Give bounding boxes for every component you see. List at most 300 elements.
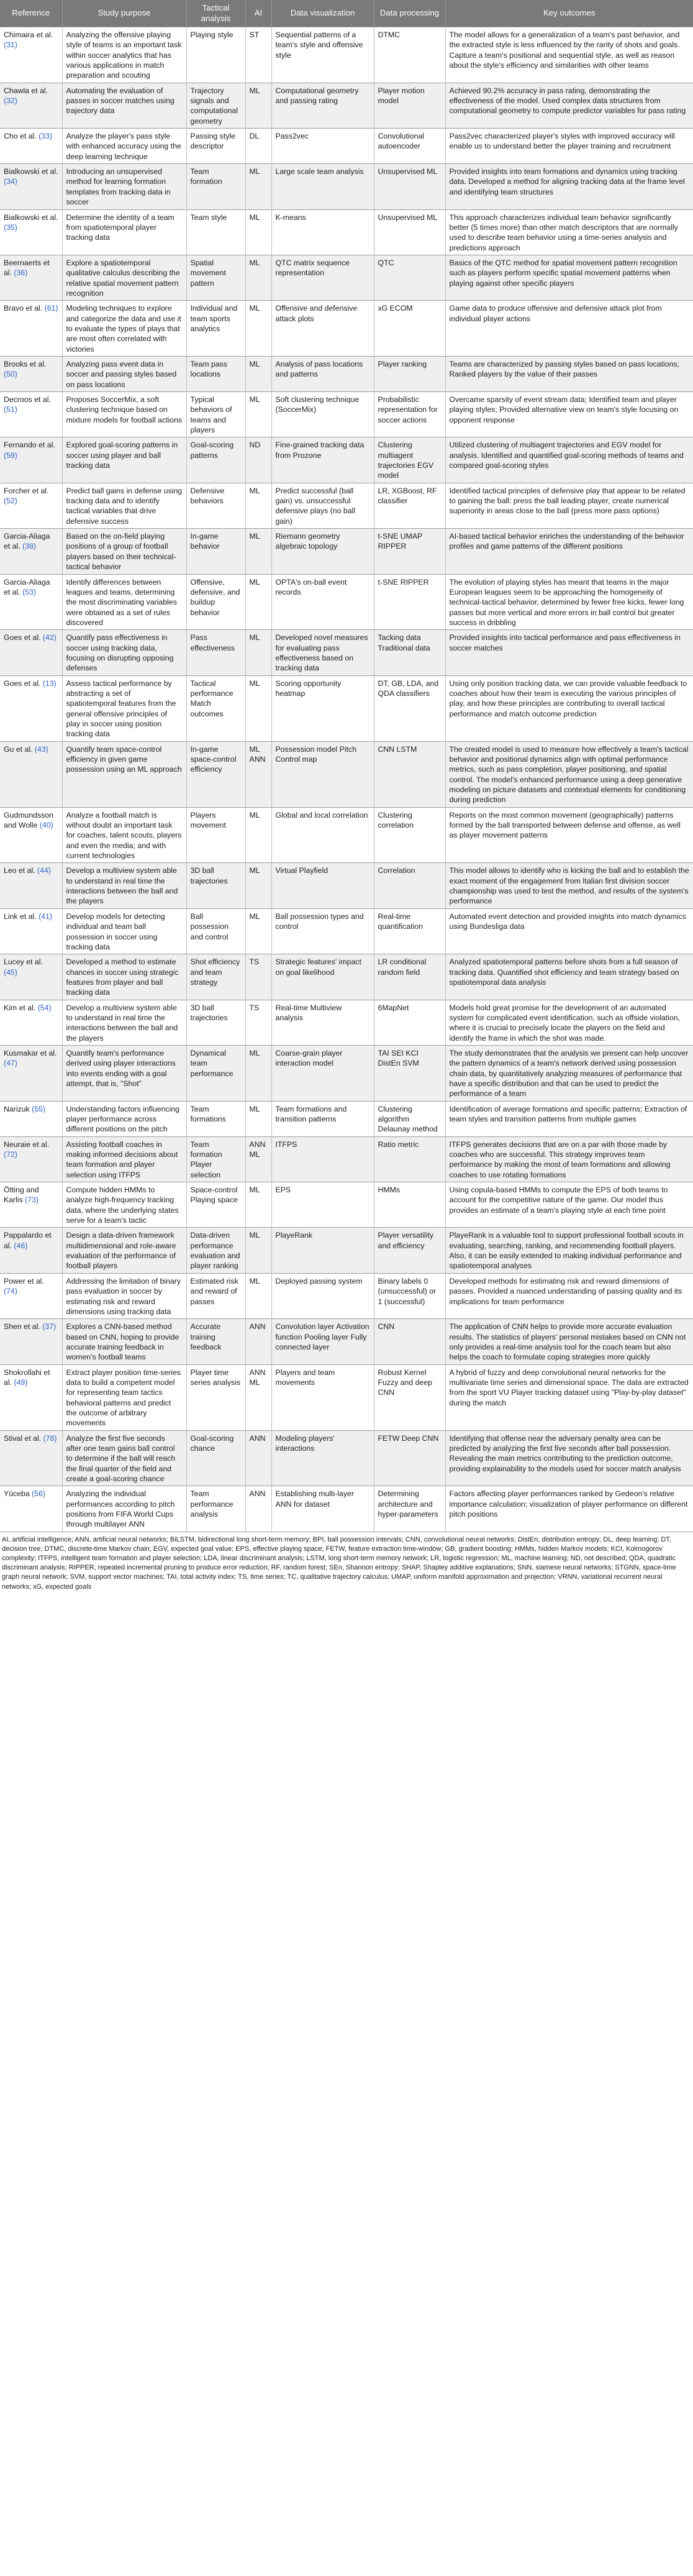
cell-data-processing: DTMC [374,27,445,83]
reference-author: Beernaerts et al. [4,258,50,278]
cell-key-outcomes: Identifying that offense near the adversary penalty area can be predicted by analyzing the first five seconds after ball possession. Revealing the main metrics contributing to the prediction outcome, providing explainability to the models used for soccer match analysis [445,1430,693,1486]
cell-reference [0,863,62,908]
cell-tactical-analysis: Team performance analysis [186,1486,245,1532]
reference-author: Kusmakar et al. [4,1048,57,1057]
cell-key-outcomes: Provided insights into team formations and dynamics using tracking data. Developed a method for aligning tracking data at the frame level and identifying team structures [445,164,693,209]
table-row [0,529,693,574]
cell-reference [0,129,62,164]
cell-data-processing: Clustering correlation [374,807,445,863]
cell-data-visualization: Global and local correlation [271,807,374,863]
reference-citation-link[interactable]: (53) [22,587,36,596]
cell-ai: ML [245,209,271,255]
cell-study-purpose: Explored goal-scoring patterns in soccer using player and ball tracking data [62,437,186,483]
cell-tactical-analysis: Tactical performance Match outcomes [186,675,245,741]
cell-key-outcomes: Teams are characterized by passing styles based on pass locations; Ranked players by the value of their passes [445,356,693,391]
cell-key-outcomes: Pass2vec characterized player's styles with improved accuracy will enable us to understand better the player training and recruitment [445,129,693,164]
cell-study-purpose: Developed a method to estimate chances in soccer using strategic features from player and ball tracking data [62,954,186,1000]
reference-author: Yüceba [4,1489,30,1499]
cell-tactical-analysis: Typical behaviors of teams and players [186,392,245,437]
cell-reference [0,1319,62,1364]
reference-author: Stival et al. [4,1433,42,1443]
table-row [0,483,693,528]
cell-data-visualization: Possession model Pitch Control map [271,741,374,807]
table-row [0,1430,693,1486]
header-data-visualization: Data visualization [271,0,374,27]
table-row [0,255,693,300]
cell-data-visualization: ITFPS [271,1136,374,1182]
cell-reference [0,1182,62,1228]
cell-data-visualization: Offensive and defensive attack plots [271,301,374,357]
cell-study-purpose: Assisting football coaches in making informed decisions about team formation and player selection using ITFPS [62,1136,186,1182]
reference-author: Garcia-Aliaga et al. [4,532,50,551]
cell-ai: ML [245,630,271,675]
cell-key-outcomes: Achieved 90.2% accuracy in pass rating, demonstrating the effectiveness of the model. Used complex data structures from computational geometry to compute predictor variables for pass rating [445,83,693,128]
table-row [0,129,693,164]
table-footnote: AI, artificial intelligence; ANN, artificial neural networks; BiLSTM, bidirectional long short-term memory; BPI, ball possession intervals; CNN, convolutional neural networks; DistEn, distribution entropy; DL, deep learning; DT, decision tree; DTMC, discrete-time Markov chain; EGV, expected goal value; EPS, effective playing space; FETW, feature extraction time-window; GB, gradient boosting; HMMs, hidden Markov models; KCI, Kolmogorov complexity; ITFPS, intelligent team formation and player selection; LDA, linear discriminant analysis; LSTM, long short-term memory network; LR, logistic regression; ML, machine learning; ND, not described; QDA, quadratic discriminant analysis; RIPPER, repeated incremental pruning to produce error reduction; RF, random forest; SEn, Shannon entropy; SHAP, Shapley additive explanations; SNN, siamese neural networks; STGNN, space-time graph neural network; SVM, support vector machines; TAI, total activity index; TS, time series; TC, qualitative trajectory calculus; UMAP, uniform manifold approximation and projection; VRNN, variational recurrent neural networks; xG, expected goals [2,1535,676,1591]
reference-author: Bialkowski et al. [4,167,58,176]
cell-data-processing: Unsupervised ML [374,209,445,255]
cell-study-purpose: Identify differences between leagues and teams, determining the most discriminating variables were obtained as a set of rules discovered [62,574,186,630]
reference-citation-link[interactable]: (47) [4,1059,17,1068]
reference-citation-link[interactable]: (42) [42,633,57,642]
table-row [0,1101,693,1136]
cell-study-purpose: Analyze the player's pass style with enhanced accuracy using the deep learning technique [62,129,186,164]
reference-citation-link[interactable]: (73) [25,1195,39,1205]
reference-citation-link[interactable]: (34) [4,177,17,186]
cell-reference [0,437,62,483]
cell-key-outcomes: Utilized clustering of multiagent trajectories and EGV model for analysis. Identified and quantified goal-scoring methods of teams and compared goal-scoring styles [445,437,693,483]
cell-ai: DL [245,129,271,164]
cell-data-visualization: Team formations and transition patterns [271,1101,374,1136]
cell-data-visualization: Analysis of pass locations and patterns [271,356,374,391]
cell-ai: ML [245,255,271,300]
cell-data-processing: Robust Kernel Fuzzy and deep CNN [374,1364,445,1430]
cell-reference [0,1364,62,1430]
cell-key-outcomes: Overcame sparsity of event stream data; Identified team and player playing styles; Provided alternative view on team's style focusing on opponent response [445,392,693,437]
table-row [0,1136,693,1182]
cell-ai: ML [245,675,271,741]
cell-tactical-analysis: 3D ball trajectories [186,1000,245,1045]
cell-data-processing: LR conditional random field [374,954,445,1000]
cell-ai: ANN ML [245,1136,271,1182]
cell-reference [0,301,62,357]
cell-key-outcomes: Factors affecting player performances ranked by Gedeon's relative importance calculation; visualization of player performance on different pitch positions [445,1486,693,1532]
header-data-processing: Data processing [374,0,445,27]
reference-author: Brooks et al. [4,359,47,368]
cell-reference [0,954,62,1000]
cell-key-outcomes: Identified tactical principles of defensive play that appear to be related to gaining the ball: press the ball leading player, create numerical superiority in areas close to the ball (press more pass options) [445,483,693,528]
cell-data-visualization: Computational geometry and passing rating [271,83,374,128]
cell-tactical-analysis: Team formation Player selection [186,1136,245,1182]
table-row [0,356,693,391]
cell-study-purpose: Automating the evaluation of passes in soccer matches using trajectory data [62,83,186,128]
cell-data-processing: Convolutional autoencoder [374,129,445,164]
cell-study-purpose: Compute hidden HMMs to analyze high-frequency tracking data, where the underlying states serve for a team's tactic [62,1182,186,1228]
cell-ai: ND [245,437,271,483]
reference-author: Garcia-Aliaga et al. [4,577,50,596]
cell-reference [0,574,62,630]
table-row [0,1486,693,1532]
cell-key-outcomes: The evolution of playing styles has meant that teams in the major European leagues seem to be approaching the homogeneity of technical-tactical behavior, determined by fewer free kicks, fewer long passes but more vertical and more errors in ball control but greater success in dribbling [445,574,693,630]
cell-tactical-analysis: Space-control Playing space [186,1182,245,1228]
table-row [0,741,693,807]
table-row [0,1228,693,1273]
cell-data-processing: Clustering algorithm Delaunay method [374,1101,445,1136]
cell-study-purpose: Design a data-driven framework multidimensional and role-aware evaluation of the performance of football players [62,1228,186,1273]
cell-data-visualization: Sequential patterns of a team's style and offensive style [271,27,374,83]
cell-reference [0,483,62,528]
cell-data-visualization: Strategic features' impact on goal likelihood [271,954,374,1000]
cell-ai: ANN ML [245,1364,271,1430]
cell-data-processing: Ratio metric [374,1136,445,1182]
cell-tactical-analysis: Offensive, defensive, and buildup behavior [186,574,245,630]
cell-data-processing: xG ECOM [374,301,445,357]
cell-data-visualization: Fine-grained tracking data from Prozone [271,437,374,483]
reference-author: Ötting and Karlis [4,1185,39,1205]
table-row [0,209,693,255]
cell-reference [0,1273,62,1318]
reference-author: Fernando et al. [4,441,55,450]
cell-tactical-analysis: Spatial movement pattern [186,255,245,300]
cell-data-visualization: K-means [271,209,374,255]
cell-data-visualization: PlayeRank [271,1228,374,1273]
cell-data-processing: Unsupervised ML [374,164,445,209]
reference-author: Goes et al. [4,678,41,688]
cell-tactical-analysis: Goal-scoring patterns [186,437,245,483]
cell-ai: ST [245,27,271,83]
cell-study-purpose: Determine the identity of a team from spatiotemporal player tracking data [62,209,186,255]
cell-tactical-analysis: 3D ball trajectories [186,863,245,908]
header-tactical-analysis: Tactical analysis [186,0,245,27]
cell-key-outcomes: Automated event detection and provided insights into match dynamics using Bundesliga data [445,908,693,954]
cell-data-processing: Probabilistic representation for soccer actions [374,392,445,437]
table-row [0,83,693,128]
cell-key-outcomes: The study demonstrates that the analysis we present can help uncover the pattern dynamics of a team's network derived using possession chain data, by quantitatively analyzing measures of performance that have a specific distribution and that can be used to predict the performance of a team [445,1045,693,1101]
table-row [0,301,693,357]
cell-ai: ML [245,483,271,528]
table-row [0,1364,693,1430]
cell-data-visualization: Establishing multi-layer ANN for dataset [271,1486,374,1532]
cell-key-outcomes: The created model is used to measure how effectively a team's tactical behavior and positional dynamics align with optimal performance metrics, such as pass completion, player positioning, and spatial control. The model's enhanced performance using a deep generative modeling on picture datasets and contextual elements for conditioning during prediction [445,741,693,807]
cell-data-visualization: Players and team movements [271,1364,374,1430]
reference-citation-link[interactable]: (61) [44,304,58,313]
cell-ai: ANN [245,1430,271,1486]
cell-tactical-analysis: Trajectory signals and computational geometry [186,83,245,128]
cell-tactical-analysis: In-game space-control efficiency [186,741,245,807]
cell-ai: ML [245,1045,271,1101]
reference-citation-link[interactable]: (74) [4,1287,17,1296]
cell-data-processing: CNN LSTM [374,741,445,807]
reference-author: Bravo et al. [4,304,43,313]
cell-data-visualization: OPTA's on-ball event records [271,574,374,630]
reference-citation-link[interactable]: (54) [37,1003,52,1012]
cell-tactical-analysis: In-game behavior [186,529,245,574]
reference-citation-link[interactable]: (51) [4,405,17,414]
cell-ai: ML ANN [245,741,271,807]
cell-ai: ANN [245,1486,271,1532]
table-row [0,630,693,675]
cell-data-processing: Player ranking [374,356,445,391]
reference-author: Gu et al. [4,744,33,754]
cell-ai: ML [245,356,271,391]
table-row [0,574,693,630]
cell-key-outcomes: Provided insights into tactical performance and pass effectiveness in soccer matches [445,630,693,675]
cell-key-outcomes: ITFPS generates decisions that are on a par with those made by coaches who are successful. This strategy improves team performance by making the most of team formations and allowing coaches to use rotating formations [445,1136,693,1182]
cell-data-processing: HMMs [374,1182,445,1228]
cell-study-purpose: Analyze the first five seconds after one team gains ball control to determine if the ball will reach the final quarter of the field and create a goal-scoring chance [62,1430,186,1486]
cell-ai: ANN [245,1319,271,1364]
cell-data-processing: QTC [374,255,445,300]
cell-reference [0,1228,62,1273]
cell-reference [0,392,62,437]
cell-data-processing: Player versatility and efficiency [374,1228,445,1273]
cell-tactical-analysis: Shot efficiency and team strategy [186,954,245,1000]
cell-study-purpose: Assess tactical performance by abstracting a set of spatiotemporal features from the general offensive principles of play in soccer using position tracking data [62,675,186,741]
cell-ai: ML [245,1182,271,1228]
reference-citation-link[interactable]: (36) [14,268,28,278]
reference-citation-link[interactable]: (49) [14,1377,28,1387]
reference-author: Chawla et al. [4,86,48,95]
cell-study-purpose: Develop a multiview system able to understand in real time the interactions between the ball and the players [62,1000,186,1045]
cell-data-visualization: Real-time Multiview analysis [271,1000,374,1045]
reference-citation-link[interactable]: (72) [4,1150,17,1159]
reference-citation-link[interactable]: (41) [38,911,52,921]
reference-citation-link[interactable]: (78) [43,1433,57,1443]
cell-ai: ML [245,807,271,863]
table-row [0,392,693,437]
table-row [0,863,693,908]
reference-author: Decroos et al. [4,395,51,404]
reference-citation-link[interactable]: (59) [4,450,17,460]
cell-data-processing: t-SNE RIPPER [374,574,445,630]
cell-study-purpose: Analyzing pass event data in soccer and passing styles based on pass locations [62,356,186,391]
table-row [0,675,693,741]
cell-data-visualization: EPS [271,1182,374,1228]
cell-ai: ML [245,1228,271,1273]
cell-study-purpose: Analyze a football match is without doubt an important task for coaches, talent scouts, players and even the media; and with current technologies [62,807,186,863]
cell-tactical-analysis: Data-driven performance evaluation and player ranking [186,1228,245,1273]
reference-citation-link[interactable]: (35) [4,222,17,232]
cell-tactical-analysis: Dynamical team performance [186,1045,245,1101]
reference-author: Gudmundsson and Wolle [4,810,53,830]
cell-ai: TS [245,1000,271,1045]
reference-author: Chimaira et al. [4,30,53,39]
reference-author: Cho et al. [4,132,37,141]
cell-data-processing: LR, XGBoost, RF classifier [374,483,445,528]
cell-data-visualization: Ball possession types and control [271,908,374,954]
cell-data-processing: Binary labels 0 (unsuccessful) or 1 (successful) [374,1273,445,1318]
cell-study-purpose: Analyzing the individual performances according to pitch positions from FIFA World Cups through multilayer ANN [62,1486,186,1532]
reference-citation-link[interactable]: (56) [32,1489,46,1499]
cell-data-processing: Player motion model [374,83,445,128]
cell-data-visualization: Coarse-grain player interaction model [271,1045,374,1101]
reference-citation-link[interactable]: (44) [37,866,51,875]
cell-ai: ML [245,574,271,630]
reference-citation-link[interactable]: (40) [39,821,53,830]
header-study-purpose: Study purpose [62,0,186,27]
reference-citation-link[interactable]: (43) [34,744,48,754]
cell-reference [0,83,62,128]
cell-key-outcomes: Models hold great promise for the development of an automated system for complicated event identification, such as offside violation, where it is crucial to precisely locate the players on the field and identify the frame in which the shot was made. [445,1000,693,1045]
reference-citation-link[interactable]: (45) [4,967,17,977]
reference-author: Power et al. [4,1276,44,1286]
cell-data-visualization: Large scale team analysis [271,164,374,209]
cell-reference [0,675,62,741]
reference-author: Leo et al. [4,866,35,875]
cell-study-purpose: Quantify team space-control efficiency in given game possession using an ML approach [62,741,186,807]
cell-tactical-analysis: Individual and team sports analytics [186,301,245,357]
cell-reference [0,1000,62,1045]
cell-study-purpose: Develop models for detecting individual and team ball possession in soccer using tracking data [62,908,186,954]
cell-data-visualization: QTC matrix sequence representation [271,255,374,300]
table-row [0,807,693,863]
cell-ai: ML [245,1101,271,1136]
cell-data-visualization: Virtual Playfield [271,863,374,908]
cell-key-outcomes: Developed methods for estimating risk and reward dimensions of passes. Provided a nuanced understanding of passing quality and its implications for team performance [445,1273,693,1318]
reference-author: Kim et al. [4,1003,36,1012]
cell-key-outcomes: Identification of average formations and specific patterns; Extraction of team styles and transition patterns from multiple games [445,1101,693,1136]
cell-reference [0,164,62,209]
cell-key-outcomes: Basics of the QTC method for spatial movement pattern recognition such as players perform specific spatial movement patterns when playing against other specific players [445,255,693,300]
cell-study-purpose: Understanding factors influencing player performance across different positions on the pitch [62,1101,186,1136]
cell-reference [0,1045,62,1101]
reference-citation-link[interactable]: (38) [22,542,36,551]
cell-key-outcomes: Analyzed spatiotemporal patterns before shots from a full season of tracking data. Quantified shot efficiency and team strategy based on spatiotemporal data analysis [445,954,693,1000]
cell-reference [0,209,62,255]
cell-tactical-analysis: Defensive behaviors [186,483,245,528]
cell-study-purpose: Modeling techniques to explore and categorize the data and use it to evaluate the types of plays that are most often correlated with victories [62,301,186,357]
table-row [0,908,693,954]
table-header [0,0,693,27]
reference-citation-link[interactable]: (37) [42,1322,57,1331]
reference-author: Lucey et al. [4,957,43,967]
table-row [0,27,693,83]
cell-data-visualization: Developed novel measures for evaluating pass effectiveness based on tracking data [271,630,374,675]
cell-reference [0,807,62,863]
cell-study-purpose: Extract player position time-series data to build a competent model for representing team tactics behavioral patterns and predict the outcome of arbitrary movements [62,1364,186,1430]
cell-data-visualization: Predict successful (ball gain) vs. unsuccessful defensive plays (no ball gain) [271,483,374,528]
cell-tactical-analysis: Team formations [186,1101,245,1136]
cell-key-outcomes: Game data to produce offensive and defensive attack plot from individual player actions [445,301,693,357]
cell-key-outcomes: Using only position tracking data, we can provide valuable feedback to coaches about how their team is executing the various principles of play, and how these principles are contributing to overall tactical performance and match outcome prediction [445,675,693,741]
cell-reference [0,1136,62,1182]
reference-citation-link[interactable]: (32) [4,96,17,106]
cell-study-purpose: Develop a multiview system able to understand in real time the interactions between the ball and the players [62,863,186,908]
cell-tactical-analysis: Ball possession and control [186,908,245,954]
cell-study-purpose: Analyzing the offensive playing style of teams is an important task within soccer analytics that has various applications in match preparation and scouting [62,27,186,83]
cell-reference [0,741,62,807]
cell-key-outcomes: Reports on the most common movement (geographically) patterns formed by the ball transported between defense and offense, as well as player movement patterns [445,807,693,863]
cell-reference [0,529,62,574]
cell-key-outcomes: The application of CNN helps to provide more accurate evaluation results. The statistics of players' personal mistakes based on CNN not only provides a real-time analysis tool for the coach team but also helps the coach to formulate coping strategies more quickly [445,1319,693,1364]
cell-reference [0,255,62,300]
cell-study-purpose: Based on the on-field playing positions of a group of football players based on their technical-tactical behavior [62,529,186,574]
cell-study-purpose: Quantify pass effectiveness in soccer using tracking data, focusing on disrupting opposing defenses [62,630,186,675]
cell-reference [0,1101,62,1136]
table-row [0,437,693,483]
reference-author: Goes et al. [4,633,41,642]
cell-study-purpose: Quantify team's performance derived using player interactions into events ending with a goal attempt, that is, "Shot" [62,1045,186,1101]
table-row [0,164,693,209]
cell-tactical-analysis: Pass effectiveness [186,630,245,675]
cell-ai: ML [245,392,271,437]
cell-tactical-analysis: Goal-scoring chance [186,1430,245,1486]
reference-citation-link[interactable]: (50) [4,370,17,379]
cell-key-outcomes: Using copula-based HMMs to compute the EPS of both teams to account for the competitive nature of the game. Our model thus provides an estimate of a team's playing style at each time point [445,1182,693,1228]
cell-data-visualization: Scoring opportunity heatmap [271,675,374,741]
cell-data-processing: TAI SEI KCI DistEn SVM [374,1045,445,1101]
cell-ai: ML [245,908,271,954]
table-row [0,1273,693,1318]
reference-author: Link et al. [4,911,37,921]
cell-tactical-analysis: Team style [186,209,245,255]
table-row [0,1000,693,1045]
table-row [0,954,693,1000]
cell-data-visualization: Convolution layer Activation function Pooling layer Fully connected layer [271,1319,374,1364]
reference-author: Shen et al. [4,1322,40,1331]
reference-author: Forcher et al. [4,486,49,495]
cell-data-visualization: Modeling players' interactions [271,1430,374,1486]
header-reference: Reference [0,0,62,27]
reference-citation-link[interactable]: (13) [42,678,57,688]
reference-author: Pappalardo et al. [4,1231,52,1250]
cell-reference [0,1430,62,1486]
cell-tactical-analysis: Passing style descriptor [186,129,245,164]
cell-tactical-analysis: Player time series analysis [186,1364,245,1430]
cell-key-outcomes: This model allows to identify who is kicking the ball and to establish the exact moment of the engagement from Italian first division soccer championship was used to test the method, and results of the system's performance [445,863,693,908]
reference-author: Shokrollahi et al. [4,1368,50,1387]
cell-data-visualization: Riemann geometry algebraic topology [271,529,374,574]
cell-data-processing: FETW Deep CNN [374,1430,445,1486]
cell-key-outcomes: PlayeRank is a valuable tool to support professional football scouts in evaluating, searching, ranking, and recommending football players. Also, it can be easily extended to making individual performance and spatiotemporal analyses [445,1228,693,1273]
table-row [0,1045,693,1101]
reference-citation-link[interactable]: (31) [4,40,17,50]
header-ai: AI [245,0,271,27]
cell-reference [0,27,62,83]
header-key-outcomes: Key outcomes [445,0,693,27]
cell-ai: ML [245,301,271,357]
cell-key-outcomes: The model allows for a generalization of a team's past behavior, and the extracted style is less influenced by the rarity of shots and goals. Capture a team's positional and sequential style, as well as reason about the style's efficiency and similarities with other teams [445,27,693,83]
reference-citation-link[interactable]: (46) [14,1241,28,1250]
reference-author: Bialkowski et al. [4,212,58,222]
cell-tactical-analysis: Accurate training feedback [186,1319,245,1364]
table-row [0,1182,693,1228]
cell-study-purpose: Explores a CNN-based method based on CNN, hoping to provide accurate training feedback in women's football teams [62,1319,186,1364]
cell-data-processing: Correlation [374,863,445,908]
reference-citation-link[interactable]: (33) [38,132,52,141]
cell-tactical-analysis: Estimated risk and reward of passes [186,1273,245,1318]
cell-tactical-analysis: Team pass locations [186,356,245,391]
cell-ai: ML [245,529,271,574]
cell-tactical-analysis: Team formation [186,164,245,209]
cell-data-processing: 6MapNet [374,1000,445,1045]
cell-data-processing: Clustering multiagent trajectories EGV model [374,437,445,483]
reference-citation-link[interactable]: (55) [32,1104,45,1113]
cell-data-processing: DT, GB, LDA, and QDA classifiers [374,675,445,741]
cell-data-processing: Determining architecture and hyper-parameters [374,1486,445,1532]
reference-author: Narizuk [4,1104,30,1113]
cell-data-processing: Real-time quantification [374,908,445,954]
cell-data-processing: Tacking data Traditional data [374,630,445,675]
cell-data-visualization: Deployed passing system [271,1273,374,1318]
reference-author: Neuraie et al. [4,1140,50,1149]
cell-reference [0,630,62,675]
cell-ai: ML [245,83,271,128]
cell-data-visualization: Soft clustering technique (SoccerMix) [271,392,374,437]
reference-citation-link[interactable]: (52) [4,496,17,506]
cell-key-outcomes: AI-based tactical behavior enriches the understanding of the behavior profiles and game patterns of the different positions [445,529,693,574]
cell-data-visualization: Pass2vec [271,129,374,164]
